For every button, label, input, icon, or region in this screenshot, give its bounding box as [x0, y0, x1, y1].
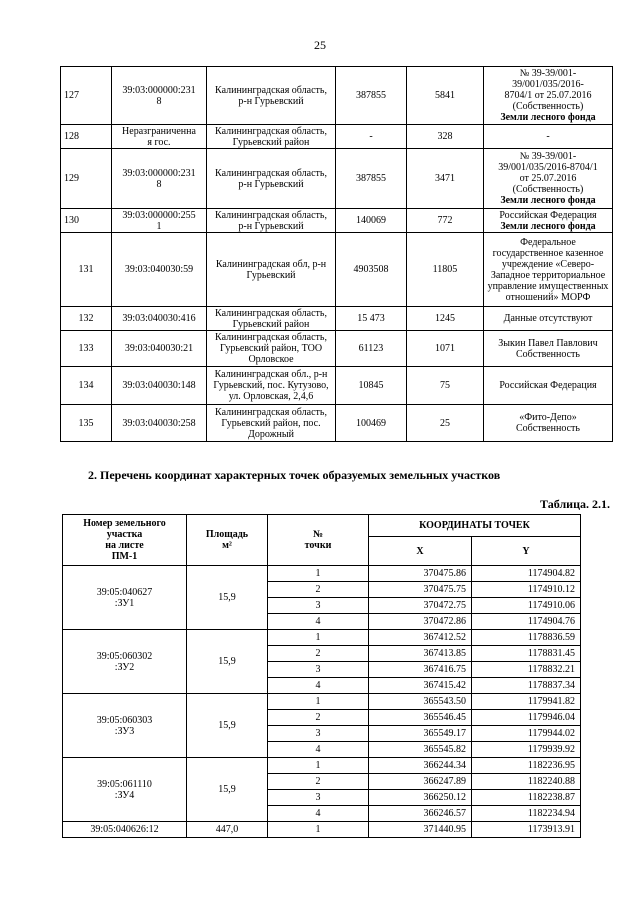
header-plot-number: Номер земельного участка на листе ПМ-1: [63, 515, 187, 566]
table-row: [63, 822, 581, 838]
row-number: 130: [61, 209, 112, 233]
coord-y: 1178836.59: [472, 630, 581, 646]
plot-area: 15,9: [187, 630, 268, 694]
point-number: 2: [268, 582, 369, 598]
rights-holder: «Фито-Депо» Собственность: [516, 412, 580, 434]
address: Калининградская область, Гурьевский район: [207, 125, 336, 149]
plot-area: 15,9: [187, 694, 268, 758]
area-total: 4903508: [336, 233, 407, 307]
row-number: 127: [61, 67, 112, 125]
cadastral-number: 39:03:000000:231 8: [112, 149, 207, 209]
rights-holder: -: [546, 131, 550, 142]
table-row: [61, 67, 613, 125]
point-number: 4: [268, 614, 369, 630]
table-row: [63, 566, 581, 582]
point-number: 4: [268, 678, 369, 694]
coord-x: 367416.75: [369, 662, 472, 678]
area-total: 140069: [336, 209, 407, 233]
coord-x: 366250.12: [369, 790, 472, 806]
address: Калининградская область, р-н Гурьевский: [207, 149, 336, 209]
area-part: 75: [407, 367, 484, 405]
plot-number: 39:05:040626:12: [63, 822, 187, 838]
plot-area: 15,9: [187, 566, 268, 630]
coord-x: 370475.75: [369, 582, 472, 598]
area-total: 387855: [336, 67, 407, 125]
area-total: 15 473: [336, 307, 407, 331]
rights-cell: [484, 307, 613, 331]
coord-x: 366247.89: [369, 774, 472, 790]
address: Калининградская область, Гурьевский район, пос. Дорожный: [207, 405, 336, 442]
coord-x: 370472.86: [369, 614, 472, 630]
point-number: 2: [268, 774, 369, 790]
plot-number: 39:05:060302 :ЗУ2: [63, 630, 187, 694]
rights-cell: [484, 233, 613, 307]
rights-cell: [484, 67, 613, 125]
coord-x: 365543.50: [369, 694, 472, 710]
table-row: [61, 125, 613, 149]
coord-x: 365545.82: [369, 742, 472, 758]
coord-y: 1179944.02: [472, 726, 581, 742]
coord-y: 1178831.45: [472, 646, 581, 662]
coord-x: 365546.45: [369, 710, 472, 726]
coord-x: 365549.17: [369, 726, 472, 742]
coord-y: 1174904.76: [472, 614, 581, 630]
coord-x: 366246.57: [369, 806, 472, 822]
coord-y: 1182240.88: [472, 774, 581, 790]
area-total: 61123: [336, 331, 407, 367]
rights-cell: [484, 405, 613, 442]
plot-area: 447,0: [187, 822, 268, 838]
point-number: 4: [268, 742, 369, 758]
rights-holder: Данные отсутствуют: [503, 313, 593, 324]
rights-holder: Федеральное государственное казенное учреждение «Северо- Западное территориальное управление имущественных отношений» МОРФ: [487, 236, 609, 303]
table-row: [63, 694, 581, 710]
coord-y: 1174904.82: [472, 566, 581, 582]
address: Калининградская обл, р-н Гурьевский: [207, 233, 336, 307]
area-total: 387855: [336, 149, 407, 209]
area-part: 5841: [407, 67, 484, 125]
coord-y: 1178837.34: [472, 678, 581, 694]
cadastral-number: 39:03:000000:231 8: [112, 67, 207, 125]
coord-x: 367412.52: [369, 630, 472, 646]
point-number: 2: [268, 646, 369, 662]
table-row: [61, 331, 613, 367]
point-number: 1: [268, 630, 369, 646]
row-number: 133: [61, 331, 112, 367]
coord-y: 1179939.92: [472, 742, 581, 758]
point-number: 3: [268, 726, 369, 742]
address: Калининградская область, р-н Гурьевский: [207, 209, 336, 233]
table-row: [63, 758, 581, 774]
table-row: [61, 149, 613, 209]
cadastral-number: Неразграниченна я гос.: [112, 125, 207, 149]
cadastral-number: 39:03:040030:258: [112, 405, 207, 442]
header-y: Y: [472, 537, 581, 566]
table-row: [61, 405, 613, 442]
area-part: 25: [407, 405, 484, 442]
land-category: Земли лесного фонда: [500, 112, 596, 123]
point-number: 1: [268, 694, 369, 710]
plot-number: 39:05:040627 :ЗУ1: [63, 566, 187, 630]
cadastral-number: 39:03:040030:148: [112, 367, 207, 405]
row-number: 131: [61, 233, 112, 307]
point-number: 3: [268, 662, 369, 678]
header-coordinates: КООРДИНАТЫ ТОЧЕК: [369, 515, 581, 537]
coord-x: 370475.86: [369, 566, 472, 582]
rights-holder: № 39-39/001- 39/001/035/2016- 8704/1 от 25.07.2016 (Собственность): [504, 68, 592, 112]
cadastral-number: 39:03:000000:255 1: [112, 209, 207, 233]
area-part: 328: [407, 125, 484, 149]
address: Калининградская область, р-н Гурьевский: [207, 67, 336, 125]
rights-holder: Зыкин Павел Павлович Собственность: [498, 337, 598, 360]
area-part: 3471: [407, 149, 484, 209]
coord-y: 1179941.82: [472, 694, 581, 710]
header-x: X: [369, 537, 472, 566]
coord-x: 371440.95: [369, 822, 472, 838]
area-part: 1245: [407, 307, 484, 331]
table-row: [63, 630, 581, 646]
point-number: 1: [268, 758, 369, 774]
row-number: 128: [61, 125, 112, 149]
table-row: [61, 209, 613, 233]
area-part: 1071: [407, 331, 484, 367]
area-total: 10845: [336, 367, 407, 405]
coord-x: 367415.42: [369, 678, 472, 694]
coord-y: 1178832.21: [472, 662, 581, 678]
area-total: 100469: [336, 405, 407, 442]
coord-y: 1179946.04: [472, 710, 581, 726]
plot-area: 15,9: [187, 758, 268, 822]
rights-cell: [484, 367, 613, 405]
point-number: 2: [268, 710, 369, 726]
point-number: 4: [268, 806, 369, 822]
address: Калининградская область, Гурьевский район: [207, 307, 336, 331]
rights-holder: № 39-39/001- 39/001/035/2016-8704/1 от 25.07.2016 (Собственность): [498, 151, 598, 195]
point-number: 1: [268, 566, 369, 582]
coord-y: 1173913.91: [472, 822, 581, 838]
coord-y: 1182236.95: [472, 758, 581, 774]
coord-y: 1174910.12: [472, 582, 581, 598]
coord-y: 1182234.94: [472, 806, 581, 822]
header-point-number: № точки: [268, 515, 369, 566]
coord-x: 367413.85: [369, 646, 472, 662]
row-number: 132: [61, 307, 112, 331]
rights-cell: [484, 149, 613, 209]
plot-number: 39:05:060303 :ЗУ3: [63, 694, 187, 758]
point-number: 1: [268, 822, 369, 838]
coord-y: 1174910.06: [472, 598, 581, 614]
rights-cell: [484, 331, 613, 367]
land-category: Земли лесного фонда: [500, 195, 596, 206]
table-row: [61, 367, 613, 405]
area-part: 11805: [407, 233, 484, 307]
point-number: 3: [268, 598, 369, 614]
row-number: 135: [61, 405, 112, 442]
table-row: [61, 307, 613, 331]
area-part: 772: [407, 209, 484, 233]
table-caption: Таблица. 2.1.: [540, 497, 610, 511]
cadastral-number: 39:03:040030:21: [112, 331, 207, 367]
cadastral-number: 39:03:040030:416: [112, 307, 207, 331]
page-number: 25: [314, 38, 326, 52]
land-category: Земли лесного фонда: [500, 220, 596, 232]
row-number: 134: [61, 367, 112, 405]
address: Калининградская обл., р-н Гурьевский, пос. Кутузово, ул. Орловская, 2,4,6: [207, 367, 336, 405]
coord-x: 366244.34: [369, 758, 472, 774]
coordinates-table: [62, 514, 581, 838]
cadastral-number: 39:03:040030:59: [112, 233, 207, 307]
rights-cell: [484, 125, 613, 149]
header-area: Площадь м²: [187, 515, 268, 566]
table-row: [61, 233, 613, 307]
area-total: -: [336, 125, 407, 149]
address: Калининградская область, Гурьевский район, ТОО Орловское: [207, 331, 336, 367]
rights-cell: [484, 209, 613, 233]
coord-x: 370472.75: [369, 598, 472, 614]
plot-number: 39:05:061110 :ЗУ4: [63, 758, 187, 822]
rights-holder: Российская Федерация: [499, 380, 597, 391]
row-number: 129: [61, 149, 112, 209]
point-number: 3: [268, 790, 369, 806]
coord-y: 1182238.87: [472, 790, 581, 806]
section-heading: 2. Перечень координат характерных точек образуемых земельных участков: [88, 468, 501, 482]
rights-holder: Российская Федерация: [499, 209, 597, 221]
land-plots-table: [60, 66, 613, 442]
